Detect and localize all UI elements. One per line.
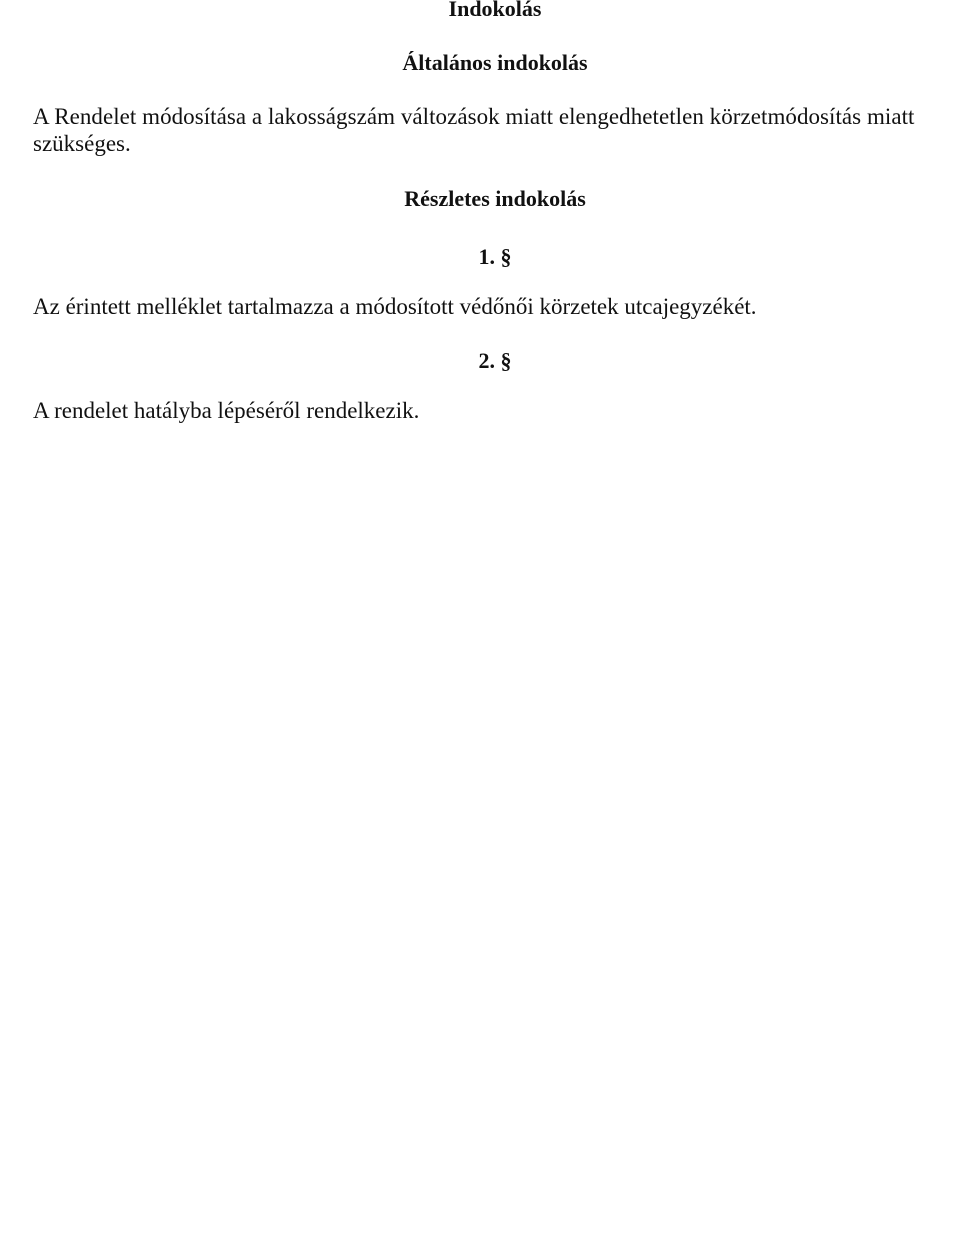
section-1-label: 1. § (478, 244, 512, 269)
general-justification-text-line-1: A Rendelet módosítása a lakosságszám változások miatt elengedhetetlen körzetmódosítás miatt (33, 104, 915, 129)
detailed-justification-heading: Részletes indokolás (404, 186, 586, 211)
document-title: Indokolás (448, 0, 542, 21)
section-2-label: 2. § (478, 348, 512, 373)
general-justification-heading: Általános indokolás (402, 50, 588, 75)
section-2-text: A rendelet hatályba lépéséről rendelkezik. (33, 398, 420, 423)
general-justification-text-line-2: szükséges. (33, 131, 131, 156)
section-1-text: Az érintett melléklet tartalmazza a módosított védőnői körzetek utcajegyzékét. (33, 294, 757, 319)
